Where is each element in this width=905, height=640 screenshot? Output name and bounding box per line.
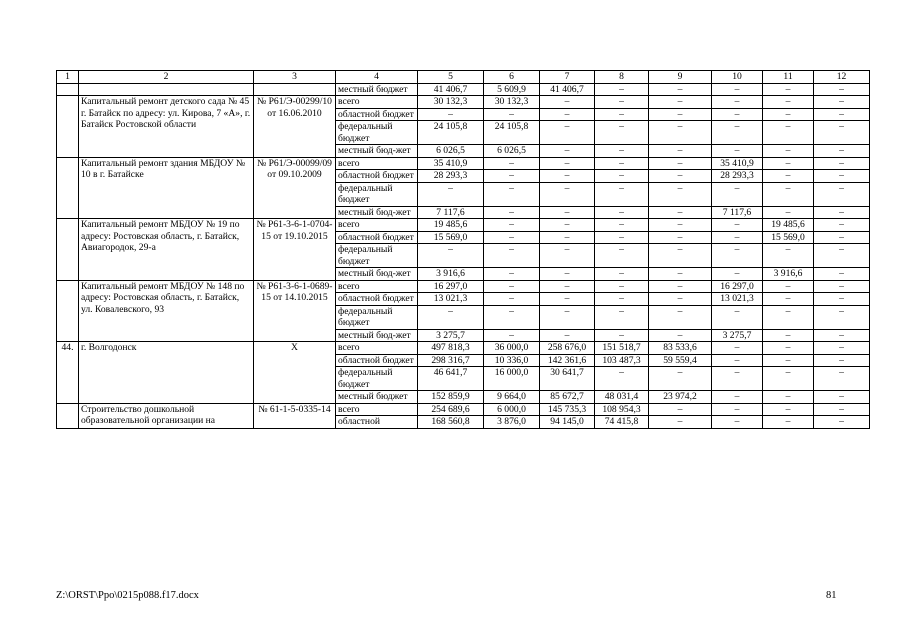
amount-cell: –: [595, 108, 649, 121]
amount-cell: –: [649, 170, 712, 183]
amount-cell: –: [649, 182, 712, 206]
amount-cell: –: [814, 329, 870, 342]
funding-source-cell: областной бюджет: [336, 354, 418, 367]
amount-cell: 254 689,6: [418, 403, 484, 416]
amount-cell: –: [814, 342, 870, 355]
amount-cell: –: [484, 280, 540, 293]
amount-cell: –: [763, 280, 814, 293]
amount-cell: –: [649, 293, 712, 306]
amount-cell: –: [484, 170, 540, 183]
amount-cell: –: [814, 391, 870, 404]
amount-cell: 94 145,0: [540, 416, 595, 429]
amount-cell: –: [595, 206, 649, 219]
amount-cell: –: [540, 244, 595, 268]
amount-cell: 30 132,3: [484, 96, 540, 109]
amount-cell: –: [484, 268, 540, 281]
amount-cell: –: [712, 96, 763, 109]
amount-cell: 16 000,0: [484, 367, 540, 391]
column-header: 9: [649, 71, 712, 84]
amount-cell: 83 533,6: [649, 342, 712, 355]
amount-cell: –: [649, 206, 712, 219]
amount-cell: –: [763, 170, 814, 183]
amount-cell: –: [418, 182, 484, 206]
amount-cell: –: [540, 96, 595, 109]
amount-cell: –: [540, 121, 595, 145]
amount-cell: –: [484, 293, 540, 306]
amount-cell: 41 406,7: [540, 83, 595, 96]
amount-cell: –: [814, 182, 870, 206]
amount-cell: 46 641,7: [418, 367, 484, 391]
amount-cell: 152 859,9: [418, 391, 484, 404]
amount-cell: –: [540, 305, 595, 329]
amount-cell: –: [814, 96, 870, 109]
column-header: 11: [763, 71, 814, 84]
amount-cell: 7 117,6: [418, 206, 484, 219]
amount-cell: –: [763, 354, 814, 367]
object-name-cell: г. Волгодонск: [79, 342, 254, 404]
amount-cell: –: [595, 96, 649, 109]
document-number-cell: № Р61-3-6-1-0689-15 от 14.10.2015: [254, 280, 336, 342]
amount-cell: –: [649, 219, 712, 232]
amount-cell: 497 818,3: [418, 342, 484, 355]
amount-cell: –: [712, 182, 763, 206]
document-number-cell: № Р61/Э-00099/09 от 09.10.2009: [254, 157, 336, 219]
funding-source-cell: всего: [336, 157, 418, 170]
amount-cell: –: [540, 293, 595, 306]
amount-cell: –: [814, 108, 870, 121]
column-header: 10: [712, 71, 763, 84]
amount-cell: 30 132,3: [418, 96, 484, 109]
object-name-cell: Капитальный ремонт МБДОУ № 148 по адресу: Ростовская область, г. Батайск, ул. Ковалевского, 93: [79, 280, 254, 342]
amount-cell: 35 410,9: [418, 157, 484, 170]
amount-cell: –: [712, 342, 763, 355]
funding-source-cell: федеральный бюджет: [336, 121, 418, 145]
amount-cell: –: [540, 268, 595, 281]
amount-cell: 59 559,4: [649, 354, 712, 367]
amount-cell: –: [712, 121, 763, 145]
amount-cell: –: [649, 83, 712, 96]
amount-cell: –: [649, 231, 712, 244]
amount-cell: –: [540, 329, 595, 342]
amount-cell: –: [763, 157, 814, 170]
amount-cell: 108 954,3: [595, 403, 649, 416]
funding-source-cell: областной бюджет: [336, 108, 418, 121]
amount-cell: 145 735,3: [540, 403, 595, 416]
amount-cell: –: [763, 83, 814, 96]
column-header: 1: [57, 71, 79, 84]
amount-cell: –: [763, 403, 814, 416]
amount-cell: –: [418, 305, 484, 329]
amount-cell: –: [814, 219, 870, 232]
amount-cell: –: [418, 108, 484, 121]
amount-cell: –: [484, 231, 540, 244]
funding-source-cell: федеральный бюджет: [336, 244, 418, 268]
header-row: [57, 71, 870, 84]
amount-cell: –: [595, 244, 649, 268]
amount-cell: –: [763, 182, 814, 206]
amount-cell: 3 916,6: [418, 268, 484, 281]
amount-cell: –: [712, 416, 763, 429]
amount-cell: –: [595, 170, 649, 183]
amount-cell: 24 105,8: [484, 121, 540, 145]
amount-cell: –: [649, 108, 712, 121]
amount-cell: –: [814, 293, 870, 306]
amount-cell: –: [814, 305, 870, 329]
amount-cell: –: [763, 206, 814, 219]
table-row: [57, 342, 870, 355]
funding-source-cell: областной: [336, 416, 418, 429]
amount-cell: –: [484, 219, 540, 232]
amount-cell: –: [649, 121, 712, 145]
amount-cell: –: [484, 157, 540, 170]
amount-cell: –: [712, 83, 763, 96]
amount-cell: –: [712, 403, 763, 416]
amount-cell: –: [814, 157, 870, 170]
amount-cell: –: [814, 354, 870, 367]
amount-cell: –: [763, 293, 814, 306]
amount-cell: 30 641,7: [540, 367, 595, 391]
amount-cell: –: [814, 416, 870, 429]
row-number-cell: [57, 403, 79, 428]
amount-cell: –: [484, 244, 540, 268]
amount-cell: 3 275,7: [712, 329, 763, 342]
amount-cell: –: [595, 83, 649, 96]
amount-cell: 28 293,3: [418, 170, 484, 183]
amount-cell: –: [712, 268, 763, 281]
amount-cell: 6 026,5: [484, 145, 540, 158]
amount-cell: –: [712, 108, 763, 121]
amount-cell: –: [540, 206, 595, 219]
amount-cell: –: [649, 244, 712, 268]
amount-cell: 19 485,6: [763, 219, 814, 232]
amount-cell: –: [540, 231, 595, 244]
amount-cell: –: [763, 145, 814, 158]
column-header: 7: [540, 71, 595, 84]
amount-cell: –: [540, 182, 595, 206]
amount-cell: –: [712, 367, 763, 391]
amount-cell: –: [712, 391, 763, 404]
funding-source-cell: областной бюджет: [336, 293, 418, 306]
amount-cell: 3 275,7: [418, 329, 484, 342]
amount-cell: –: [595, 293, 649, 306]
funding-source-cell: местный бюд-жет: [336, 268, 418, 281]
table-row: [57, 96, 870, 109]
amount-cell: –: [649, 280, 712, 293]
amount-cell: –: [595, 268, 649, 281]
amount-cell: –: [595, 367, 649, 391]
amount-cell: 15 569,0: [763, 231, 814, 244]
row-number-cell: 44.: [57, 342, 79, 404]
row-number-cell: [57, 83, 79, 96]
table-header: [57, 71, 870, 84]
amount-cell: –: [649, 157, 712, 170]
amount-cell: –: [540, 219, 595, 232]
funding-source-cell: федеральный бюджет: [336, 367, 418, 391]
funding-source-cell: областной бюджет: [336, 231, 418, 244]
amount-cell: 28 293,3: [712, 170, 763, 183]
amount-cell: –: [763, 108, 814, 121]
amount-cell: 151 518,7: [595, 342, 649, 355]
amount-cell: 258 676,0: [540, 342, 595, 355]
row-number-cell: [57, 219, 79, 281]
amount-cell: 35 410,9: [712, 157, 763, 170]
column-header: 3: [254, 71, 336, 84]
document-number-cell: № Р61/Э-00299/10 от 16.06.2010: [254, 96, 336, 158]
amount-cell: –: [814, 83, 870, 96]
table-row: [57, 219, 870, 232]
funding-source-cell: местный бюд-жет: [336, 329, 418, 342]
object-name-cell: Строительство дошкольной образовательной организации на: [79, 403, 254, 428]
amount-cell: –: [484, 305, 540, 329]
amount-cell: –: [540, 280, 595, 293]
amount-cell: 13 021,3: [418, 293, 484, 306]
amount-cell: –: [595, 219, 649, 232]
amount-cell: –: [649, 145, 712, 158]
amount-cell: 85 672,7: [540, 391, 595, 404]
amount-cell: –: [814, 145, 870, 158]
amount-cell: 3 876,0: [484, 416, 540, 429]
budget-table: [56, 70, 870, 429]
funding-source-cell: областной бюджет: [336, 170, 418, 183]
amount-cell: –: [649, 329, 712, 342]
funding-source-cell: федеральный бюджет: [336, 305, 418, 329]
amount-cell: –: [540, 170, 595, 183]
amount-cell: –: [814, 231, 870, 244]
amount-cell: –: [484, 329, 540, 342]
document-number-cell: [254, 83, 336, 96]
table-row: [57, 157, 870, 170]
amount-cell: –: [763, 416, 814, 429]
amount-cell: 13 021,3: [712, 293, 763, 306]
amount-cell: –: [595, 280, 649, 293]
page-number: 81: [826, 590, 837, 601]
amount-cell: 5 609,9: [484, 83, 540, 96]
object-name-cell: Капитальный ремонт детского сада № 45 г. Батайск по адресу: ул. Кирова, 7 «А», г. Батайск Ростовской области: [79, 96, 254, 158]
table-row: [57, 280, 870, 293]
amount-cell: –: [649, 305, 712, 329]
amount-cell: –: [814, 121, 870, 145]
row-number-cell: [57, 96, 79, 158]
column-header: 6: [484, 71, 540, 84]
amount-cell: –: [712, 145, 763, 158]
funding-source-cell: местный бюджет: [336, 83, 418, 96]
amount-cell: –: [763, 367, 814, 391]
amount-cell: –: [763, 342, 814, 355]
amount-cell: –: [814, 170, 870, 183]
amount-cell: 15 569,0: [418, 231, 484, 244]
table-row: [57, 83, 870, 96]
amount-cell: –: [712, 354, 763, 367]
amount-cell: 74 415,8: [595, 416, 649, 429]
amount-cell: –: [814, 206, 870, 219]
funding-source-cell: местный бюджет: [336, 391, 418, 404]
amount-cell: –: [540, 157, 595, 170]
amount-cell: –: [649, 96, 712, 109]
amount-cell: 19 485,6: [418, 219, 484, 232]
object-name-cell: Капитальный ремонт МБДОУ № 19 по адресу: Ростовская область, г. Батайск, Авиагородок, 29-а: [79, 219, 254, 281]
funding-source-cell: всего: [336, 219, 418, 232]
amount-cell: –: [763, 305, 814, 329]
amount-cell: –: [595, 157, 649, 170]
table-row: [57, 403, 870, 416]
amount-cell: –: [484, 182, 540, 206]
column-header: 4: [336, 71, 418, 84]
funding-source-cell: всего: [336, 96, 418, 109]
file-path: Z:\ORST\Ppo\0215p088.f17.docx: [56, 590, 199, 601]
amount-cell: –: [814, 268, 870, 281]
row-number-cell: [57, 280, 79, 342]
object-name-cell: Капитальный ремонт здания МБДОУ № 10 в г. Батайске: [79, 157, 254, 219]
amount-cell: –: [484, 206, 540, 219]
amount-cell: 103 487,3: [595, 354, 649, 367]
column-header: 2: [79, 71, 254, 84]
table-body: [57, 83, 870, 428]
amount-cell: 41 406,7: [418, 83, 484, 96]
amount-cell: 23 974,2: [649, 391, 712, 404]
amount-cell: 10 336,0: [484, 354, 540, 367]
row-number-cell: [57, 157, 79, 219]
amount-cell: –: [540, 108, 595, 121]
amount-cell: –: [763, 96, 814, 109]
column-header: 5: [418, 71, 484, 84]
funding-source-cell: всего: [336, 280, 418, 293]
amount-cell: 298 316,7: [418, 354, 484, 367]
document-number-cell: Х: [254, 342, 336, 404]
amount-cell: 16 297,0: [418, 280, 484, 293]
amount-cell: –: [540, 145, 595, 158]
amount-cell: –: [763, 391, 814, 404]
funding-source-cell: федеральный бюджет: [336, 182, 418, 206]
amount-cell: –: [814, 367, 870, 391]
amount-cell: –: [418, 244, 484, 268]
funding-source-cell: местный бюд-жет: [336, 206, 418, 219]
amount-cell: –: [649, 403, 712, 416]
amount-cell: –: [763, 244, 814, 268]
amount-cell: –: [814, 244, 870, 268]
funding-source-cell: всего: [336, 403, 418, 416]
column-header: 12: [814, 71, 870, 84]
object-name-cell: [79, 83, 254, 96]
document-number-cell: № 61-1-5-0335-14: [254, 403, 336, 428]
document-number-cell: № Р61-3-6-1-0704-15 от 19.10.2015: [254, 219, 336, 281]
amount-cell: –: [484, 108, 540, 121]
amount-cell: –: [763, 121, 814, 145]
column-header: 8: [595, 71, 649, 84]
amount-cell: –: [814, 403, 870, 416]
amount-cell: –: [712, 244, 763, 268]
amount-cell: 168 560,8: [418, 416, 484, 429]
amount-cell: 36 000,0: [484, 342, 540, 355]
amount-cell: –: [595, 121, 649, 145]
amount-cell: 16 297,0: [712, 280, 763, 293]
amount-cell: 3 916,6: [763, 268, 814, 281]
amount-cell: –: [712, 305, 763, 329]
amount-cell: –: [595, 329, 649, 342]
amount-cell: 142 361,6: [540, 354, 595, 367]
amount-cell: 7 117,6: [712, 206, 763, 219]
amount-cell: 6 000,0: [484, 403, 540, 416]
amount-cell: –: [595, 145, 649, 158]
funding-source-cell: местный бюд-жет: [336, 145, 418, 158]
funding-source-cell: всего: [336, 342, 418, 355]
amount-cell: 48 031,4: [595, 391, 649, 404]
amount-cell: 9 664,0: [484, 391, 540, 404]
amount-cell: –: [712, 219, 763, 232]
amount-cell: 6 026,5: [418, 145, 484, 158]
amount-cell: 24 105,8: [418, 121, 484, 145]
amount-cell: –: [595, 305, 649, 329]
amount-cell: –: [649, 268, 712, 281]
amount-cell: –: [763, 329, 814, 342]
amount-cell: –: [814, 280, 870, 293]
amount-cell: –: [649, 367, 712, 391]
amount-cell: –: [712, 231, 763, 244]
amount-cell: –: [649, 416, 712, 429]
amount-cell: –: [595, 231, 649, 244]
amount-cell: –: [595, 182, 649, 206]
